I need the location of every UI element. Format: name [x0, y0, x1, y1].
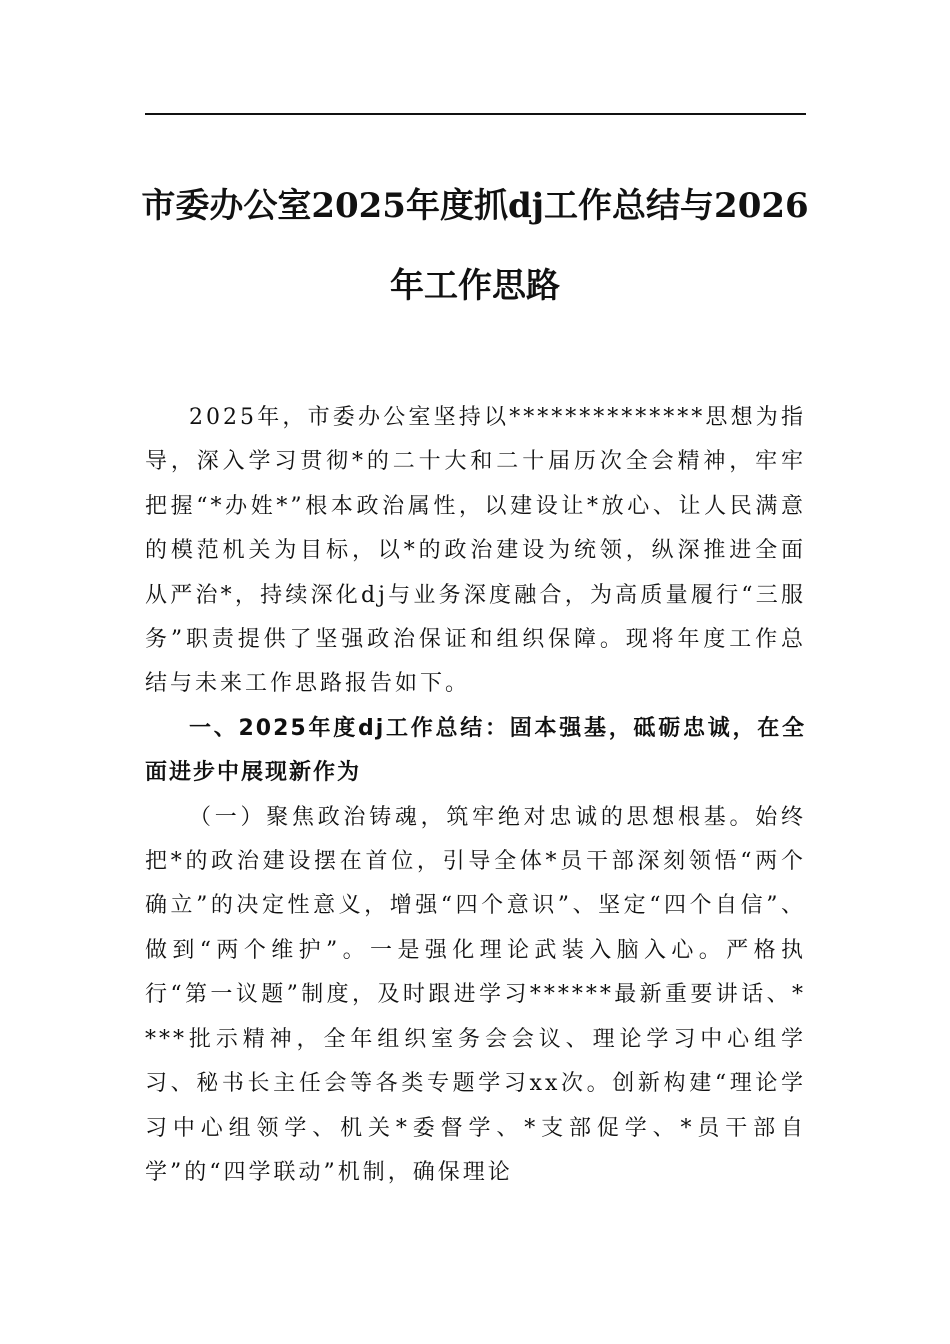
intro-paragraph: 2025年，市委办公室坚持以**************思想为指导，深入学习贯彻*的二十大和二十届历次全会精神，牢牢把握“*办姓*”根本政治属性，以建设让*放心、让人民满意的模范机关为目标，以*的政治建设为统领，纵深推进全面从严治*，持续深化dj与业务深度融合，为高质量履行“三服务”职责提供了坚强政治保证和组织保障。现将年度工作总结与未来工作思路报告如下。: [145, 405, 806, 697]
title-line-1: 市委办公室2025年度抓dj工作总结与2026: [141, 186, 809, 226]
section-heading-1: 一、2025年度dj工作总结：固本强基，砥砺忠诚，在全面进步中展现新作为: [145, 715, 806, 786]
document-title: [130, 166, 820, 326]
section-1-paragraph-1: （一）聚焦政治铸魂，筑牢绝对忠诚的思想根基。始终把*的政治建设摆在首位，引导全体*员干部深刻领悟“两个确立”的决定性意义，增强“四个意识”、坚定“四个自信”、做到“两个维护”。一是强化理论武装入脑入心。严格执行“第一议题”制度，及时跟进学习******最新重要讲话、****批示精神，全年组织室务会会议、理论学习中心组学习、秘书长主任会等各类专题学习xx次。创新构建“理论学习中心组领学、机关*委督学、*支部促学、*员干部自学”的“四学联动”机制，确保理论: [145, 804, 806, 1185]
title-line-2: 年工作思路: [390, 266, 560, 306]
document-body: [145, 396, 806, 1195]
header-rule: [145, 113, 806, 115]
